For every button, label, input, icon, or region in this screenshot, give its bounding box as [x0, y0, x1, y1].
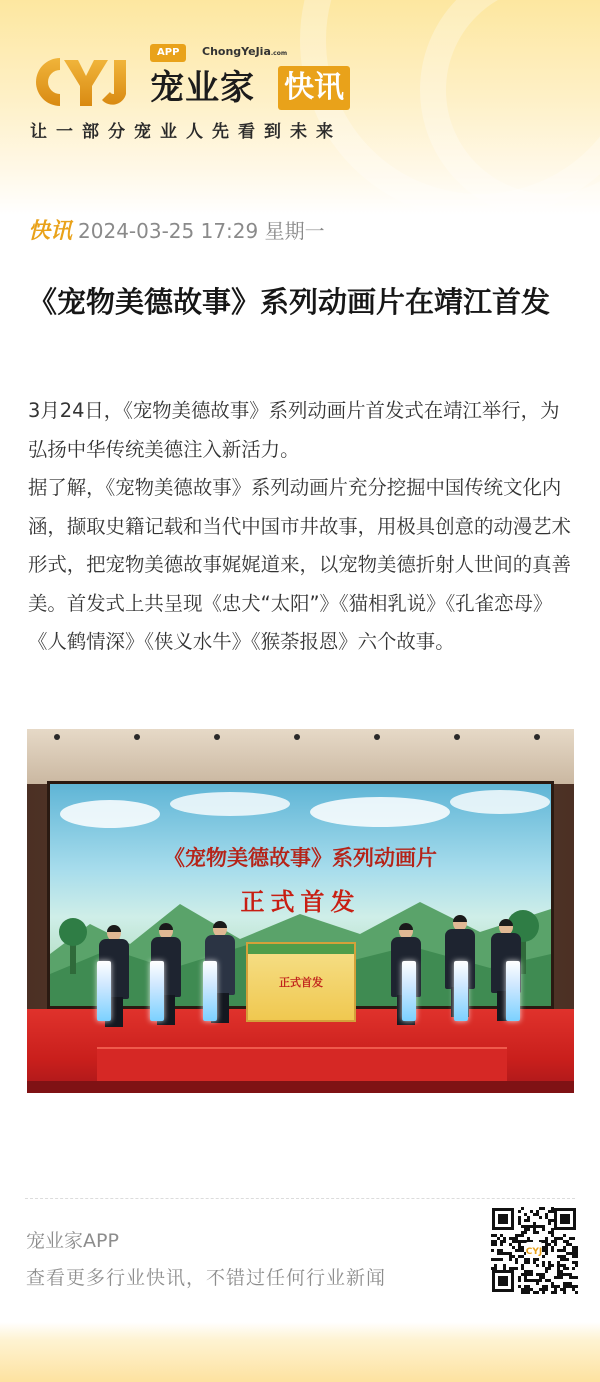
- screen-title: 《宠物美德故事》系列动画片: [164, 845, 437, 870]
- launch-box: [246, 942, 356, 1022]
- article-paragraph: 据了解，《宠物美德故事》系列动画片充分挖掘中国传统文化内涵，撷取史籍记载和当代中国市井故事，用极具创意的动漫艺术形式，把宠物美德故事娓娓道来，以宠物美德折射人世间的真善美。首发式上共呈现《忠犬“太阳”》《猫相乳说》《孔雀恋母》《人鹤情深》《侠义水牛》《猴荼报恩》六个故事。: [28, 476, 571, 653]
- article-body: [28, 392, 576, 662]
- publish-datetime: 2024-03-25 17:29 星期一: [78, 218, 325, 243]
- launch-box-banner: [248, 944, 354, 954]
- brand-block: [150, 44, 360, 112]
- footer-app-name: 宠业家APP: [26, 1230, 119, 1252]
- light-pillar: [402, 961, 416, 1021]
- article-meta: [28, 214, 325, 244]
- brand-logo-row: [30, 44, 360, 112]
- light-pillar: [506, 961, 520, 1021]
- flash-badge: 快讯: [278, 66, 350, 110]
- floor-edge: [27, 1081, 574, 1093]
- header-banner: [0, 0, 600, 215]
- article-photo: [27, 729, 574, 1093]
- article-title: 《宠物美德故事》系列动画片在靖江首发: [28, 285, 551, 319]
- light-pillar: [150, 961, 164, 1021]
- domain-label: ChongYeJia.com: [202, 45, 288, 58]
- light-pillar: [454, 961, 468, 1021]
- footer-description: 查看更多行业快讯，不错过任何行业新闻: [26, 1267, 387, 1289]
- svg-text:CYJ: CYJ: [525, 1247, 543, 1257]
- screen-subtitle: 正式首发: [240, 887, 361, 916]
- meta-label: 快讯: [28, 218, 73, 244]
- cyj-logo-icon: [30, 50, 142, 112]
- launch-box-title: 正式首发: [279, 976, 323, 989]
- light-pillar: [97, 961, 111, 1021]
- qr-code-icon[interactable]: [490, 1206, 578, 1294]
- brand-name: 宠业家: [150, 68, 255, 108]
- article-paragraph: 3月24日，《宠物美德故事》系列动画片首发式在靖江举行，为弘扬中华传统美德注入新活力。: [28, 399, 560, 461]
- slogan: 让一部分宠业人先看到未来: [30, 122, 342, 142]
- footer-divider: [25, 1198, 575, 1199]
- ceiling-lights-icon: [27, 731, 574, 741]
- footer-bar: [0, 1322, 600, 1382]
- app-tag: APP: [150, 44, 186, 62]
- light-pillar: [203, 961, 217, 1021]
